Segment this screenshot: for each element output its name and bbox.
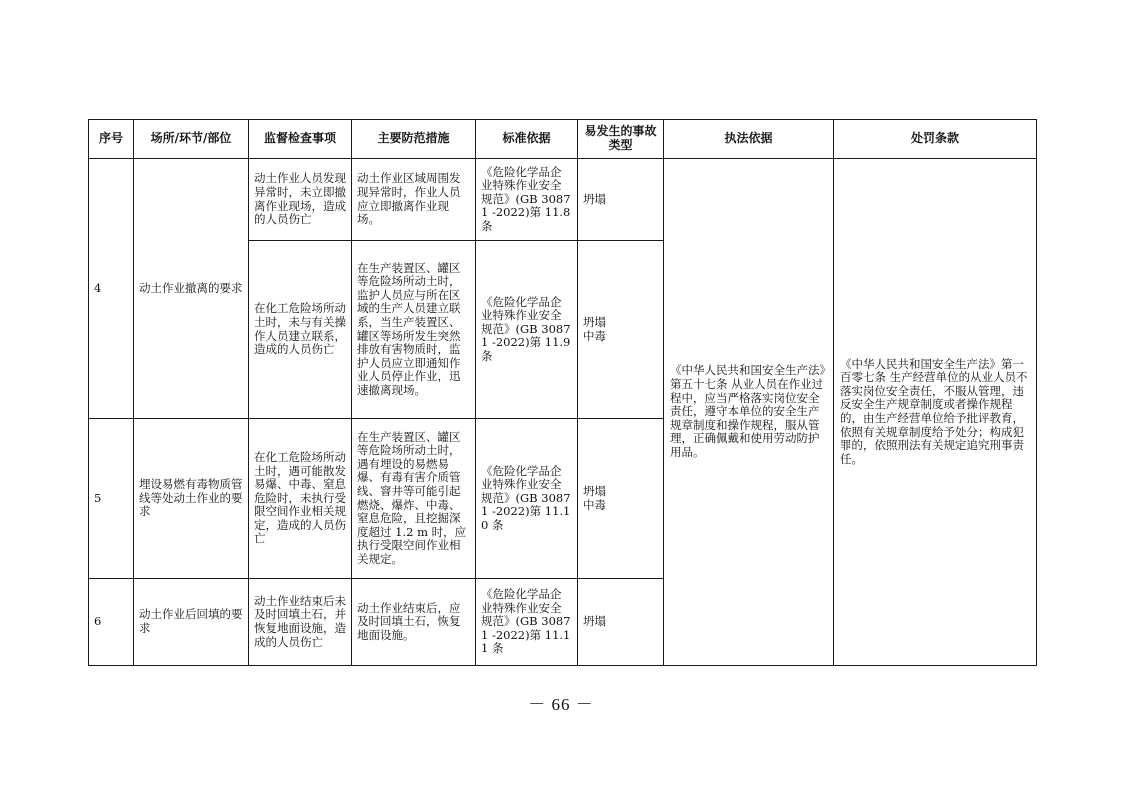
place-cell: 埋设易燃有毒物质管线等处动土作业的要求 bbox=[134, 419, 249, 579]
check-item-cell: 在化工危险场所动土时，未与有关操作人员建立联系，造成的人员伤亡 bbox=[249, 241, 352, 419]
penalty-cell: 《中华人民共和国安全生产法》第一百零七条 生产经营单位的从业人员不落实岗位安全责任，不服从管理，违反安全生产规章制度或者操作规程的，由生产经营单位给予批评教育，依照有关规章制度给予处分；构成犯罪的，依照刑法有关规定追究刑事责任。 bbox=[834, 159, 1037, 666]
accident-type-cell: 坍塌 中毒 bbox=[578, 241, 664, 419]
header-row bbox=[89, 120, 1037, 159]
measure-cell: 动土作业区域周围发现异常时，作业人员应立即撤离作业现场。 bbox=[352, 159, 476, 241]
header-law: 执法依据 bbox=[664, 120, 834, 159]
page-number: － 66 － bbox=[528, 695, 594, 714]
row-number: 5 bbox=[89, 419, 134, 579]
header-place: 场所/环节/部位 bbox=[134, 120, 249, 159]
standard-cell: 《危险化学品企业特殊作业安全规范》(GB 30871 -2022)第 11.9 条 bbox=[476, 241, 578, 419]
header-no: 序号 bbox=[89, 120, 134, 159]
table-row bbox=[89, 159, 1037, 241]
place-cell: 动土作业撤离的要求 bbox=[134, 159, 249, 419]
header-measure: 主要防范措施 bbox=[352, 120, 476, 159]
standard-cell: 《危险化学品企业特殊作业安全规范》(GB 30871 -2022)第 11.11 条 bbox=[476, 579, 578, 666]
header-standard: 标准依据 bbox=[476, 120, 578, 159]
row-number: 6 bbox=[89, 579, 134, 666]
regulation-table bbox=[88, 119, 1037, 666]
check-item-cell: 动土作业结束后未及时回填土石，并恢复地面设施，造成的人员伤亡 bbox=[249, 579, 352, 666]
row-number: 4 bbox=[89, 159, 134, 419]
law-basis-cell: 《中华人民共和国安全生产法》第五十七条 从业人员在作业过程中，应当严格落实岗位安全责任，遵守本单位的安全生产规章制度和操作规程，服从管理，正确佩戴和使用劳动防护用品。 bbox=[664, 159, 834, 666]
header-penalty: 处罚条款 bbox=[834, 120, 1037, 159]
check-item-cell: 在化工危险场所动土时，遇可能散发易爆、中毒、窒息危险时，未执行受限空间作业相关规定，造成的人员伤亡 bbox=[249, 419, 352, 579]
standard-cell: 《危险化学品企业特殊作业安全规范》(GB 30871 -2022)第 11.8 条 bbox=[476, 159, 578, 241]
place-cell: 动土作业后回填的要求 bbox=[134, 579, 249, 666]
accident-type-cell: 坍塌 bbox=[578, 159, 664, 241]
measure-cell: 在生产装置区、罐区等危险场所动土时，监护人员应与所在区域的生产人员建立联系，当生产装置区、罐区等场所发生突然排放有害物质时，监护人员应立即通知作业人员停止作业，迅速撤离现场。 bbox=[352, 241, 476, 419]
measure-cell: 动土作业结束后，应及时回填土石，恢复地面设施。 bbox=[352, 579, 476, 666]
measure-cell: 在生产装置区、罐区等危险场所动土时，遇有埋设的易燃易爆、有毒有害介质管线、窨井等可能引起燃烧、爆炸、中毒、窒息危险，且挖掘深度超过 1.2 m 时，应执行受限空间作业相关规定。 bbox=[352, 419, 476, 579]
check-item-cell: 动土作业人员发现异常时，未立即撤离作业现场，造成的人员伤亡 bbox=[249, 159, 352, 241]
header-check: 监督检查事项 bbox=[249, 120, 352, 159]
header-accident: 易发生的事故类型 bbox=[578, 120, 664, 159]
standard-cell: 《危险化学品企业特殊作业安全规范》(GB 30871 -2022)第 11.10 条 bbox=[476, 419, 578, 579]
accident-type-cell: 坍塌 bbox=[578, 579, 664, 666]
accident-type-cell: 坍塌 中毒 bbox=[578, 419, 664, 579]
